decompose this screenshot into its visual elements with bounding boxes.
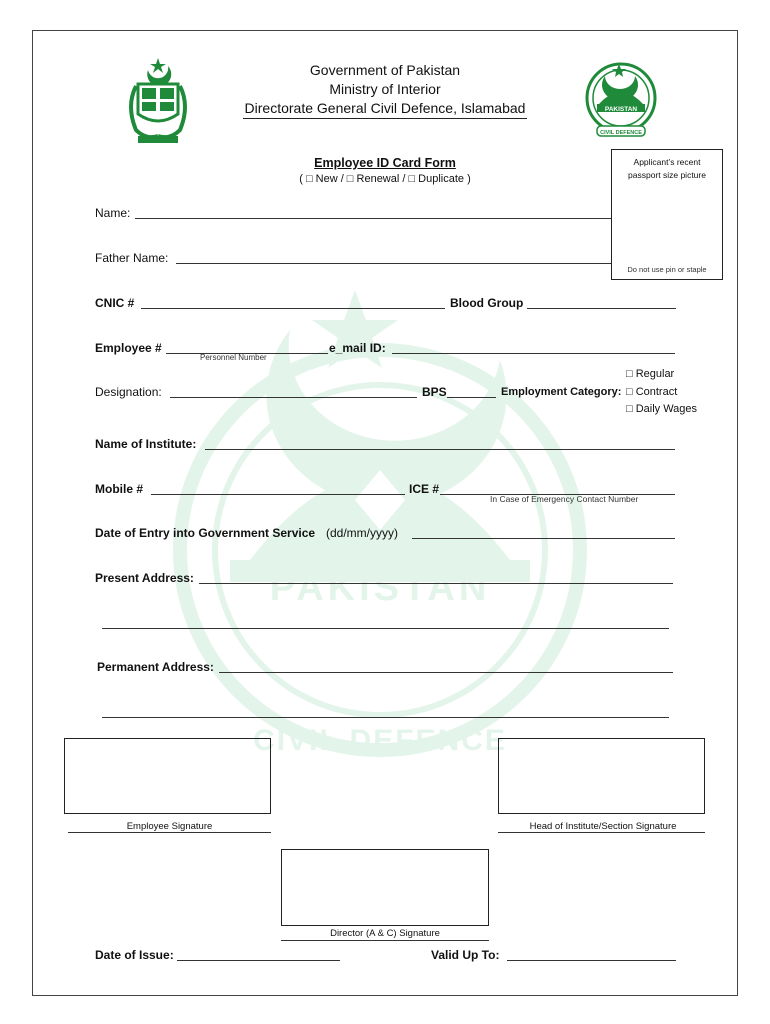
institute-field[interactable] bbox=[205, 449, 675, 450]
present-address-field-line2[interactable] bbox=[102, 628, 669, 629]
bps-label: BPS bbox=[422, 385, 447, 399]
date-of-issue-field[interactable] bbox=[177, 960, 340, 961]
photo-box-line2: passport size picture bbox=[628, 170, 706, 180]
designation-label: Designation: bbox=[95, 385, 162, 399]
ice-label: ICE # bbox=[409, 482, 440, 496]
header-government: Government of Pakistan bbox=[309, 62, 461, 78]
name-field[interactable] bbox=[135, 218, 611, 219]
email-field[interactable] bbox=[392, 353, 675, 354]
category-contract-checkbox[interactable]: □ Contract bbox=[626, 386, 678, 398]
employment-category-label: Employment Category: bbox=[501, 386, 622, 398]
director-signature-label: Director (A & C) Signature bbox=[330, 928, 440, 939]
date-of-issue-label: Date of Issue: bbox=[95, 948, 174, 962]
watermark-top-text: PAKISTAN bbox=[269, 567, 491, 609]
passport-photo-box bbox=[611, 149, 723, 280]
director-signature-line bbox=[281, 940, 489, 941]
entry-date-label: Date of Entry into Government Service bbox=[95, 526, 316, 540]
permanent-address-label: Permanent Address: bbox=[97, 660, 214, 674]
blood-group-label: Blood Group bbox=[450, 296, 524, 310]
cnic-label: CNIC # bbox=[95, 296, 135, 310]
head-signature-box[interactable] bbox=[498, 738, 705, 814]
category-daily-wages-checkbox[interactable]: □ Daily Wages bbox=[626, 403, 698, 415]
name-label: Name: bbox=[95, 206, 131, 220]
watermark-bottom-text: CIVIL DEFENCE bbox=[253, 724, 507, 757]
bps-field[interactable] bbox=[447, 397, 496, 398]
personnel-number-hint: Personnel Number bbox=[200, 353, 267, 362]
form-type-options: ( □ New / □ Renewal / □ Duplicate ) bbox=[299, 173, 471, 185]
institute-label: Name of Institute: bbox=[95, 437, 197, 451]
permanent-address-field[interactable] bbox=[219, 672, 673, 673]
father-name-field[interactable] bbox=[176, 263, 611, 264]
present-address-label: Present Address: bbox=[95, 571, 194, 585]
permanent-address-field-line2[interactable] bbox=[102, 717, 669, 718]
present-address-field[interactable] bbox=[199, 583, 673, 584]
designation-field[interactable] bbox=[170, 397, 417, 398]
cnic-field[interactable] bbox=[141, 308, 445, 309]
head-signature-label: Head of Institute/Section Signature bbox=[529, 821, 677, 832]
form-title: Employee ID Card Form bbox=[314, 156, 456, 170]
blood-group-field[interactable] bbox=[527, 308, 676, 309]
mobile-label: Mobile # bbox=[95, 482, 144, 496]
employee-signature-label: Employee Signature bbox=[126, 821, 213, 832]
logo-right-top-text: PAKISTAN bbox=[604, 106, 638, 113]
photo-box-note: Do not use pin or staple bbox=[627, 265, 707, 274]
employee-signature-line bbox=[68, 832, 271, 833]
logo-right-bottom-text: CIVIL DEFENCE bbox=[600, 130, 642, 136]
valid-up-to-field[interactable] bbox=[507, 960, 676, 961]
header-directorate: Directorate General Civil Defence, Islamabad bbox=[243, 100, 528, 119]
email-label: e_mail ID: bbox=[329, 341, 386, 355]
head-signature-line bbox=[498, 832, 705, 833]
employee-signature-box[interactable] bbox=[64, 738, 271, 814]
ice-hint: In Case of Emergency Contact Number bbox=[490, 494, 639, 504]
employee-number-label: Employee # bbox=[95, 341, 162, 355]
entry-date-field[interactable] bbox=[412, 538, 675, 539]
category-regular-checkbox[interactable]: □ Regular bbox=[626, 368, 675, 380]
mobile-field[interactable] bbox=[151, 494, 405, 495]
header-ministry: Ministry of Interior bbox=[329, 81, 441, 97]
father-name-label: Father Name: bbox=[95, 251, 169, 265]
photo-box-line1: Applicant’s recent bbox=[633, 157, 701, 167]
entry-date-format: (dd/mm/yyyy) bbox=[326, 526, 398, 540]
valid-up-to-label: Valid Up To: bbox=[431, 948, 500, 962]
director-signature-box[interactable] bbox=[281, 849, 489, 926]
